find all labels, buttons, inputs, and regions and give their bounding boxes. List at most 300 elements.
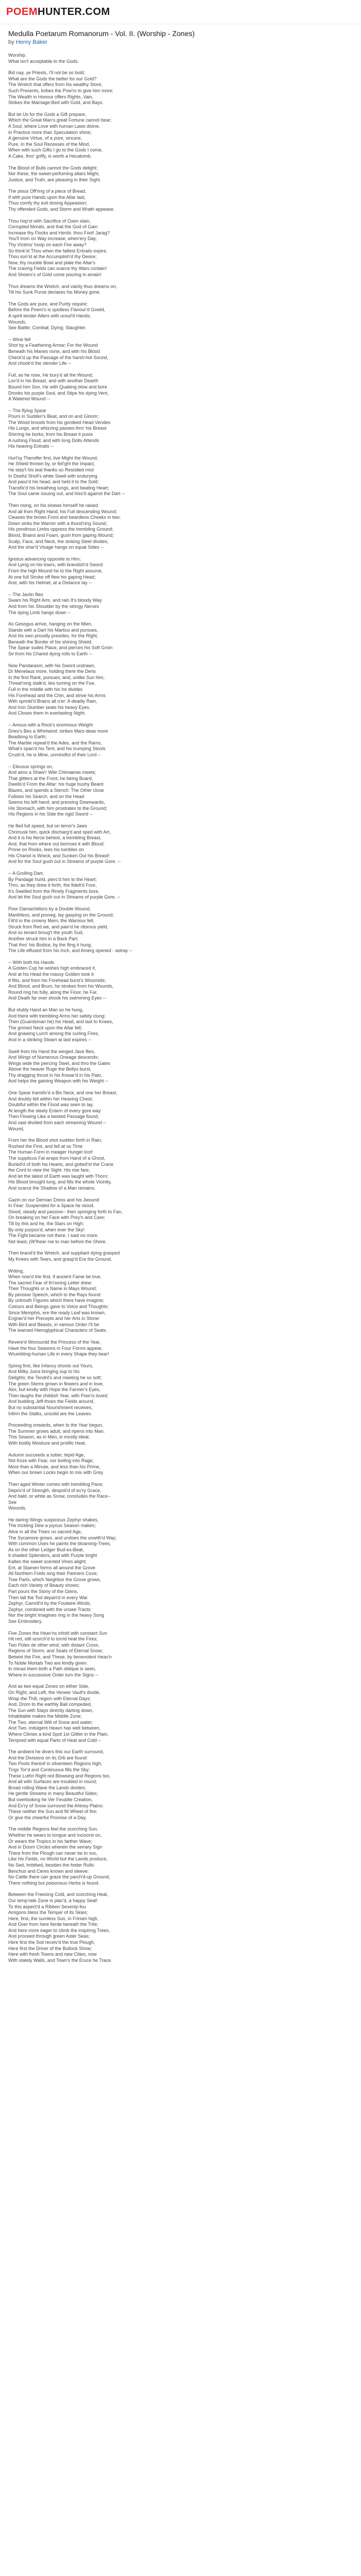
- poem-line: His heaving Entrails --: [8, 444, 54, 449]
- poem-line: The Marble repeat'd the Ades, and the Rams,: [8, 740, 102, 745]
- poem-line: In Fear: Suspended for a Space he stood.: [8, 1203, 95, 1209]
- stanza: [8, 722, 194, 758]
- poem-line: Revere'd Wonourdd the Princess of the Year,: [8, 1340, 101, 1345]
- poem-line: The Wretch that offers from his wealthy Store,: [8, 82, 103, 88]
- poem-line: Thro, as they drew it forth, the fidelt'd Fore,: [8, 883, 97, 888]
- poem-line: That glitters at the Front, he being Board,: [8, 775, 93, 781]
- poem-line: Thus comfy thy evil dosing Appeasion;: [8, 200, 88, 206]
- poem-line: A Cake, thro' griffy, is worth a Hecatomb.: [8, 153, 92, 159]
- poem-line: The Soul came issuing out, and hiss'd against the Dart --: [8, 491, 125, 497]
- poem-line: Autumn succeeds a sober, tepid Age,: [8, 1452, 85, 1458]
- poem-line: Buried'd of both his Hearts, and gotted'st the Crane: [8, 1161, 114, 1167]
- poem-line: Or give the cheerful Promise of a Day.: [8, 1815, 87, 1820]
- poem-line: Writing,: [8, 1268, 24, 1274]
- poem-line: And, with his Helmet, at a Distance lay --: [8, 580, 92, 586]
- stanza: [8, 1631, 194, 1679]
- stanza: [8, 823, 194, 865]
- stanza: [8, 1892, 194, 1963]
- poem-line: It shaded Splendors, and with Purple bright: [8, 1553, 97, 1558]
- stanza: [8, 1749, 194, 1821]
- poem-line: Two Pools thereof in silventeen Regions high,: [8, 1761, 103, 1767]
- stanza: [8, 455, 194, 497]
- poem-line: Transfix'd his breathing lungs, and beating Heart;: [8, 485, 109, 490]
- poem-line: And, that from where out borrows it with Bloud;: [8, 841, 105, 846]
- poem-page: [0, 24, 361, 1963]
- poem-line: By Pandage hurld, pierc'd him to the Heart;: [8, 876, 97, 882]
- poem-line: But stubly Hand an Man so he hung,: [8, 1007, 84, 1012]
- poem-line: Nor these, the sweet-perfuming altars Might,: [8, 171, 100, 177]
- poem-line: And Iron Slumber seals his heavy Eyes,: [8, 704, 91, 710]
- poem-line: Such Presents, bribes the Pow'rs to give him more;: [8, 88, 113, 93]
- poem-line: The Blood of Bulls cannot the Gods delight;: [8, 165, 98, 171]
- poem-line: As on the other Ledger Bud-ex-Beat,: [8, 1547, 84, 1552]
- stanza: [8, 189, 194, 212]
- poem-line: And as two equal Zones on either Side,: [8, 1684, 90, 1689]
- poem-line: No Sed, Imbibed, besides the foster Rulls:: [8, 1862, 95, 1868]
- poem-line: His pondrous Limbs oppress the trembling Ground;: [8, 527, 113, 532]
- poem-title: Medulla Poetarum Romanorum - Vol. II. (Worship - Zones): [8, 29, 195, 38]
- poem-line: The Wood broods from his gordeed Head Vendes: [8, 419, 110, 425]
- poem-line: The craving Fields can scarce thy Wars contain!: [8, 266, 107, 272]
- poem-line: At length the steely Entern of every gore way: [8, 1108, 101, 1113]
- poem-line: Justice, and Truth, are pleasing in their Sight.: [8, 177, 102, 182]
- poem-line: With sprinkl'd Brains all o'er: A deadly Rain,: [8, 699, 97, 704]
- poem-line: Shot by a Feathering Arrow; For the Wound: [8, 343, 98, 348]
- poem-line: Worship.: [8, 53, 27, 58]
- poem-line: Infirm the Stalks, unsolid are the Leaves.: [8, 1411, 92, 1416]
- poem-line: The sacred Fear of th'noring Letter drew:: [8, 1280, 92, 1285]
- poem-line: Swam his Right Arm, and rain It's bloody Way: [8, 598, 102, 603]
- poem-line: And bald, or white as Snow, concludes the Race--: [8, 1494, 111, 1499]
- stanza: [8, 906, 194, 954]
- poem-line: Then (Guardsman he) his Head, and last to Knees,: [8, 1019, 113, 1025]
- stanza: [8, 53, 194, 64]
- poem-line: What's span'd his Tent, and his trumping Stools: [8, 746, 106, 752]
- poem-line: And let the latest of Earth was taught with Thorn;: [8, 1173, 108, 1179]
- author-link[interactable]: Henry Baker: [15, 39, 47, 45]
- poem-line: Since Memphis, ere the ready Leaf was known,: [8, 1310, 106, 1315]
- stanza: [8, 1138, 194, 1191]
- stanza: [8, 871, 194, 901]
- poem-line: A genuine Virtue, of a pure, sincere,: [8, 135, 82, 141]
- poem-line: Tempred with equal Parts of Heat and Cold --: [8, 1737, 102, 1743]
- stanza: [8, 284, 194, 296]
- poem-line: That thro' his Bodice, by the fling it hung,: [8, 942, 92, 947]
- poem-line: Thy Victims' hoop on each Fire away?: [8, 242, 87, 248]
- stanza: [8, 1197, 194, 1245]
- poem-line: Dwells'd From the Altar: his huge bushy Beard: [8, 782, 104, 787]
- poem-line: Broad rolling Wave the Lands divides;: [8, 1785, 86, 1790]
- poem-line: Hit red, still scorch'd to torrid heat the Fires;: [8, 1636, 98, 1642]
- poem-line: Doubtful within the Flood was seen to lay,: [8, 1102, 94, 1108]
- poem-line: Ent, at Stamen forms all around the Grove: [8, 1565, 95, 1570]
- poem-line: He daring Wings suspicious Zephyr shakes,: [8, 1517, 99, 1522]
- poem-line: From her the Blood shot sudden forth in Rain,: [8, 1138, 103, 1143]
- poem-line: He gentle Streams in many Beautiful Sides;: [8, 1791, 98, 1797]
- poem-line: Then Flowing Like a twisted Passage found,: [8, 1114, 100, 1120]
- poem-line: Strikes the Marriage-Bed with Gold, and Bays.: [8, 100, 104, 106]
- poem-line: And in Doom Circles wherein the serrary Sign: [8, 1844, 103, 1850]
- stanza: [8, 1268, 194, 1334]
- poem-line: And chook'd the slender Life --: [8, 361, 71, 366]
- poem-line: What are the Gods the better for our Gold?: [8, 76, 97, 81]
- poem-line: By untrouth Figures which there have imagine;: [8, 1298, 104, 1303]
- poem-line: Till by this and he, the Stars on High;: [8, 1221, 84, 1226]
- poem-line: Round ring his fully, along the Floor, he Far,: [8, 989, 98, 995]
- poem-line: Full, as he rose, He bury'd all the Wound;: [8, 372, 93, 378]
- poem-line: And Closes them in everlasting Night.: [8, 710, 86, 716]
- stanza: [8, 960, 194, 1002]
- poem-line: Or wears the Tropics in his farther Wave;: [8, 1838, 92, 1844]
- poem-line: Increase thy Flocks and Herds: thou Fool! Jarag?: [8, 230, 110, 235]
- poem-line: The Fight became not there: I said no more.: [8, 1233, 99, 1239]
- poem-line: If with pure Hands upon the Altar laid,: [8, 194, 86, 200]
- stanza: [8, 1049, 194, 1085]
- poem-line: With bodily Moisture and prolific Heat.: [8, 1440, 87, 1446]
- poem-line: And there with trembling Arms her safety clung;: [8, 1013, 106, 1019]
- stanza: [8, 165, 194, 183]
- poem-line: Threat'ning stalk'd, lies turning on the Foe,: [8, 681, 96, 686]
- poem-line: Hurl'sy Thendfer first, live Might the Wound,: [8, 455, 98, 461]
- poem-line: A spirit tender Alters with unsul'd Hands;: [8, 313, 91, 318]
- logo-part-poem: POEM: [6, 6, 38, 18]
- poem-line: Prone on Rooks, lees his tumbles on: [8, 847, 84, 853]
- poem-line: His Chariot is Wreck, and Sunken Out his Breast!: [8, 853, 110, 858]
- stanza: [8, 70, 194, 106]
- poem-line: Drooks his purple Soul, and Stipe his dying Vent,: [8, 390, 109, 396]
- poem-line: And all from Right Hand, his Full descending Wound;: [8, 509, 117, 514]
- poem-line: The Human Form in meager Hunger lost!: [8, 1149, 93, 1155]
- poem-line: Till his Sunk Purse declares his Money gone.: [8, 290, 101, 295]
- poem-line: And Blood, and Bruni, he strokes from his Wounds,: [8, 984, 113, 989]
- poem-line: These neither the Sun and fill Wheel of fire;: [8, 1809, 97, 1815]
- poem-line: Crush'd, he is Mine, unmindful of their Lord --: [8, 752, 101, 757]
- poem-line: And Lying on his towrs, with brandish'd Sword: [8, 562, 103, 568]
- poem-line: And Milky Juice bringing sup to his: [8, 1369, 80, 1375]
- poem-line: Now Pandarasm, with his Sword undrawn,: [8, 663, 96, 668]
- poem-line: Gazin on our Demian Dress and his Jwound: [8, 1197, 100, 1202]
- poem-line: Benchus and Ceres known and sleeve:: [8, 1868, 89, 1874]
- poem-line: He fled full speed, but on terror's Jaws: [8, 823, 87, 828]
- poem-line: Full in the middle with his Ire divides: [8, 687, 83, 692]
- poem-line: Scalp, Face, and Neck, the sinking Steel divides,: [8, 538, 109, 544]
- poem-line: A rushing Flood; and with long Dolts Attends: [8, 437, 100, 443]
- poem-line: And doubly fell within her Heaving Chest;: [8, 1096, 93, 1101]
- poem-line: Struck from Red we, and pain'd he ritorous yield,: [8, 924, 108, 929]
- poem-line: And here more eager to climb the inspiring Trees,: [8, 1927, 110, 1933]
- poem-line: Poor Damachilitors by a Double Wound,: [8, 906, 91, 912]
- poem-line: And Wings of Numerous Oneage descends;: [8, 1055, 99, 1060]
- poem-line: Where Climes a kind Spot 1st Glitter in the Plain,: [8, 1732, 109, 1737]
- poem-line: Our temp'rate Zone is plac'd, a happy Seat!: [8, 1897, 98, 1903]
- poem-line: Now, thy muckle Bowl and plate the Altar's: [8, 260, 95, 265]
- poem-line: With stately Walls, and Town's the Eruce he Trace.: [8, 1957, 112, 1963]
- poem-line: There nothing but poisonous Herbs is found.: [8, 1880, 100, 1886]
- poem-line: My Knees with Tears, and grasp'd Ere the Ground.: [8, 1256, 112, 1262]
- poem-line: And for the Soul gush out in Streams of purple Gore. --: [8, 859, 121, 865]
- poem-line: -- With both his Hands: [8, 959, 55, 965]
- poem-line: Beadlong to Earth;: [8, 734, 47, 740]
- stanza: [8, 372, 194, 402]
- poem-line: Then laughs the childish Year, with Pow'rs loved;: [8, 1393, 108, 1398]
- poem-line: His Stomach, with him prostrates to the Ground;: [8, 805, 107, 811]
- stanza: [8, 1452, 194, 1476]
- poem-line: Then brand'd the Wretch, and suppliant dying grasped: [8, 1250, 120, 1256]
- poem-line: Like his Fields, no World but the Lands produce,: [8, 1856, 108, 1862]
- poem-line: The ambient he divers this our Earth surround,: [8, 1749, 104, 1755]
- poem-line: In minas them both a Path oblique is seen,: [8, 1666, 96, 1672]
- poem-line: When now'd the first, if ancient Fame be true,: [8, 1274, 102, 1280]
- poem-line: Two Poles de other wind, with distant Cross,: [8, 1642, 100, 1648]
- poem-line: Trrgs Tor'd and Continuous fills the Sky;: [8, 1767, 90, 1773]
- poem-line: Amigons bless the Temper of its Skies;: [8, 1910, 88, 1916]
- poem-line: His Blood brought lung, and fills the whole Vicinity,: [8, 1179, 112, 1185]
- poem-line: Thus dreams the Wretch, and vainly thus dreams on,: [8, 283, 117, 289]
- poem-line: On Right, and Left, the Veneer Vault's divide,: [8, 1689, 101, 1695]
- poem-line: And Death far over shook his swimming Eyes --: [8, 995, 106, 1001]
- poem-line: Their Thoughts or a Name in Mays Wound;: [8, 1286, 97, 1292]
- poem-line: Pure, In the Soul Recesses of the Mind,: [8, 141, 90, 147]
- poem-line: Not least, (W'lhear me to man before the Shore.: [8, 1239, 107, 1244]
- poem-line: The supplicus Fal wraps from Hand of a Ghost,: [8, 1156, 106, 1161]
- stanza: [8, 592, 194, 616]
- poem-line: The pious Off'ring of a piece of Bread,: [8, 189, 87, 194]
- logo-part-com: .COM: [82, 6, 110, 18]
- poem-line: With Bird and Beasts, in various Order I'll be: [8, 1321, 100, 1327]
- poem-line: Stood, steady and passive-- then springing forth to Fan,: [8, 1209, 123, 1214]
- poem-line: Bid nay, ye Priests, I'll not be so bold;: [8, 70, 85, 76]
- poem-line: The Sun with Stays directly darting down,: [8, 1707, 94, 1713]
- poem-line: By only purpos'd, when ever the Sky!: [8, 1227, 85, 1232]
- poem-line: And let the Soul gush out in Streams of purple Gore. --: [8, 894, 121, 900]
- poem-line: Above the heaver Ruge the Bellys burst,: [8, 1066, 92, 1072]
- poem-body: [8, 53, 194, 1963]
- stanza: [8, 337, 194, 367]
- poem-line: But let Us for the Gods a Gift prepare,: [8, 111, 87, 117]
- poem-line: Inhabitable makes the Middle Zone;: [8, 1714, 82, 1719]
- poem-line: The Wealth in Honour offers Rights, Vain,: [8, 94, 94, 99]
- poem-line: Here with fresh Towns and new Cities, now: [8, 1952, 97, 1957]
- poem-line: Dries's Bes a Whirlwind; strikes Mars-deas more: [8, 728, 108, 734]
- poem-line: Ignotus advancing opposite to Him;: [8, 556, 81, 562]
- stanza: [8, 1363, 194, 1417]
- poem-line: The Life effused from his Inch, and Amerg opened - astray --: [8, 948, 133, 954]
- poem-line: All Northern Folds sing their Partners Cove;: [8, 1571, 98, 1577]
- poem-line: To this aspect'd a Ribbon Seventy-fou: [8, 1904, 86, 1909]
- poem-line: And it is his fierce behest, a trembling Breast,: [8, 835, 102, 841]
- poem-line: As Gesogus arrive, hanging on the Mien,: [8, 621, 93, 627]
- stanza: [8, 1250, 194, 1262]
- poem-line: In the first Rank, pursues; and, unlike Sun him,: [8, 674, 105, 680]
- poem-line: And the shar'd Visage hangs on equal Sides --: [8, 545, 104, 550]
- poem-line: Wrumbling-human Life in every Shape they bear!: [8, 1351, 109, 1357]
- poem-line: And at his Head the massy Golden took it: [8, 971, 94, 977]
- site-logo[interactable]: [6, 6, 110, 18]
- poem-line: Check'd up the Passage of the harsh-hot Sound,: [8, 354, 108, 360]
- stanza: [8, 1422, 194, 1446]
- poem-line: The dying Limb hangs down --: [8, 609, 71, 615]
- poem-line: Pours in Sudden's Beat, and on and Gloom;: [8, 414, 99, 419]
- poem-line: And, Drom to the earthly Ball compeded,: [8, 1702, 92, 1707]
- poem-line: Thy offended Gods, and Storm and Wrath appease.: [8, 207, 115, 212]
- poem-line: Which the Great Man's great Fortune cannot bear;: [8, 117, 112, 123]
- poem-line: And Ev'ry of Snow surround the Ahinsy Plains:: [8, 1803, 104, 1808]
- poem-line: In Doeful Sholl's white Swell with endurying: [8, 473, 97, 479]
- poem-line: See: [8, 1499, 17, 1505]
- poem-line: Before the Poem's is spotless Flavour'd Gowld,: [8, 307, 106, 313]
- poem-line: Betwixt the Fire, and These, by benevolent Heav'n: [8, 1654, 112, 1659]
- poem-line: There from the Plough can never be to soc,: [8, 1850, 98, 1856]
- poem-line: Depriv'd of Strength, despoil'd of ev'ry Grace,: [8, 1487, 102, 1493]
- poem-line: the Cord to view the Sight: His rise fare,: [8, 1167, 90, 1173]
- poem-line: -- Wine fell: [8, 336, 31, 342]
- poem-line: Between the Freezing Cold, and scorching Heat,: [8, 1892, 108, 1897]
- poem-line: The Sycamore grows, and undoes the unwith'd Way;: [8, 1535, 117, 1540]
- poem-line: See Embroidery.: [8, 1618, 43, 1624]
- poem-line: -- Eleusus springs on,: [8, 764, 54, 769]
- poem-line: The trickling Dew a joyous Season makes;: [8, 1523, 96, 1529]
- poem-line: Whether he wears to tongue and incisorst on,: [8, 1832, 102, 1838]
- poem-line: Follows his Search, and on the Head: [8, 793, 85, 799]
- stanza: [8, 663, 194, 717]
- poem-line: And budding Jeff-thoes the Fields around,: [8, 1399, 94, 1404]
- poem-line: Seems his left hand; and pressing Downwards,: [8, 800, 105, 805]
- poem-line: Have the four Seasons in Four Forms appear,: [8, 1345, 103, 1351]
- stanza: [8, 621, 194, 657]
- poem-line: Wound,: [8, 1126, 24, 1131]
- poem-line: Cleaves the brows Front and beardless Cheeks in two:: [8, 515, 121, 520]
- poem-line: -- The flying Spear: [8, 408, 46, 413]
- poem-line: And helps the gaining Weapon with his Weight --: [8, 1078, 108, 1084]
- poem-line: See Battle; Combat; Dying; Slaughter.: [8, 325, 87, 331]
- poem-line: Then rising, on his sinews himself he raised: [8, 503, 99, 508]
- poem-line: Regions of Storm, and Seats of Eternal Snow;: [8, 1648, 103, 1654]
- poem-line: Each rich Variety of Beauty shows;: [8, 1583, 80, 1588]
- poem-line: Nor the bright Imagines ring in the heavy Song: [8, 1613, 104, 1618]
- poem-line: Zephyr, combined with the unsee Tracts:: [8, 1606, 92, 1612]
- poem-line: And from his Shoulder by the stringy Nerves: [8, 603, 100, 609]
- poem-line: Wooods.: [8, 1505, 27, 1511]
- poem-line: Alor, but kindly with Hope the Farmer's Eyes,: [8, 1387, 101, 1393]
- poem-line: With common Uses he paints the bloaming-Trees,: [8, 1541, 111, 1547]
- poem-line: Wounds,: [8, 319, 27, 325]
- stanza: [8, 1090, 194, 1132]
- poem-line: Chrimusk him, quick discharg'd and sped with Art,: [8, 829, 111, 835]
- poem-line: And his own proudly presides, for the Right,: [8, 633, 99, 639]
- poem-line: When our brown Locks begin to mix with Grey.: [8, 1470, 104, 1476]
- poem-line: And so tenant broug't the youth Sud,: [8, 930, 84, 936]
- poem-line: And Over from here fierde bereath the Trite;: [8, 1922, 99, 1927]
- poem-line: Here first the Driver of the Bullock Show;: [8, 1945, 92, 1951]
- poem-line: But overlooking he Ver Fevalite Creation,: [8, 1797, 93, 1802]
- poem-line: Fill'd in the crowny Mem, the Warriour fell,: [8, 918, 94, 924]
- stanza: [8, 1482, 194, 1512]
- poem-line: But no substantial Nourishment receives,: [8, 1404, 93, 1410]
- poem-line: Blazes, and spends a Stench: The Other close: [8, 787, 104, 793]
- poem-line: His Regions in his Side the rigid Sword --: [8, 811, 93, 817]
- stanza: [8, 556, 194, 586]
- stanza: [8, 218, 194, 278]
- poem-line: Then tall the Tod depart'd in every War.: [8, 1595, 89, 1600]
- poem-line: On breaking on her Face with Prey'n and Care;: [8, 1215, 105, 1221]
- poem-line: Not froze with Fear, nor boiling into Rage;: [8, 1458, 94, 1464]
- poem-line: Rushed the First, and fell at so Time: [8, 1143, 83, 1149]
- poem-line: These Luthri Right red Blowsing and Regions too,: [8, 1773, 111, 1778]
- poem-line: Delights; the Tendril's and meeting he so soft;: [8, 1375, 102, 1380]
- poem-line: Engrav'd her Precepts and her Arts in Stone:: [8, 1316, 100, 1321]
- poem-line: -- The Javlin flies: [8, 591, 43, 597]
- poem-line: Blood, Brains and Foam, gush from gaping Wound;: [8, 532, 114, 538]
- stanza: [8, 1007, 194, 1043]
- stanza: [8, 1684, 194, 1743]
- stanza: [8, 1517, 194, 1625]
- poem-line: -- Amsus with a Rock's enormous Weight: [8, 722, 93, 727]
- poem-line: And Two, indulgent Heavn has well between,: [8, 1725, 101, 1731]
- poem-line: He step't his teal thanks so Resistled mist: [8, 467, 94, 473]
- poem-line: Sir from his Chariot dying rolls to Earth --: [8, 651, 92, 657]
- poem-line: Lov'd in his Breast, and with another Dearth: [8, 378, 99, 384]
- poem-line: When with such Gifts I go to the Gods I come,: [8, 147, 103, 153]
- stanza: [8, 1826, 194, 1886]
- poem-line: Spring first, like Infancy shoots out Yours,: [8, 1363, 93, 1368]
- poem-line: At one full Stroke off flew his gaping Head;: [8, 574, 96, 580]
- poem-line: To Noble Mortals Two are kindly given:: [8, 1660, 88, 1666]
- poem-line: And in a stinking Steam at last expires --: [8, 1037, 92, 1042]
- poem-line: So think'st Thou when the fattest Entrails expire,: [8, 248, 108, 253]
- poem-line: And gnawing Lurch among the curling Fires,: [8, 1031, 100, 1037]
- poem-line: Zephyr, Camrill'd by the Foulwire Winds,: [8, 1601, 91, 1606]
- poem-line: A Watered Wound --: [8, 396, 51, 402]
- site-header: [0, 0, 361, 24]
- poem-byline: [8, 39, 353, 45]
- poem-line: Thou son'st at the Accumplish'd thy Desire;: [8, 254, 97, 260]
- poem-line: Then aged Winter comes with trembling Pace;: [8, 1481, 104, 1487]
- poem-line: Alive in all the Trees no sacred Age,: [8, 1529, 83, 1535]
- poem-line: And all with Surfaces are troubled in round;: [8, 1779, 97, 1785]
- poem-line: In Practice more than Speculation shine;: [8, 129, 92, 135]
- poem-line: This Season, as in Men, is mostly ideal,: [8, 1434, 90, 1440]
- stanza: [8, 301, 194, 331]
- poem-line: The Spear sudes Place, and pierces his Soft Groin: [8, 645, 113, 651]
- poem-line: The Gods are pure, and Purity require:: [8, 301, 88, 307]
- poem-line: And pass'd his head, and held it to the Sold;: [8, 479, 99, 485]
- poem-line: Here, first, the sumless Sun, in Frimen high,: [8, 1916, 99, 1921]
- poem-line: It's Swelled from the Rinely Fragments bore,: [8, 888, 100, 894]
- poem-line: Beneath the Border of his shining Shield;: [8, 639, 93, 645]
- poem-line: Bound him Son, He with Quaking blow and bore: [8, 384, 107, 389]
- stanza: [8, 503, 194, 551]
- poem-line: And vast divided from each streaming Wound --: [8, 1120, 106, 1126]
- poem-line: The middle Regions feel the scorching Sun,: [8, 1826, 99, 1832]
- poem-line: The green Stems grown in flowers and in love,: [8, 1381, 104, 1386]
- poem-line: The grimed Neck upon the Altar fell;: [8, 1025, 83, 1030]
- poem-line: The Summer grows adult, and ripens into Man.: [8, 1428, 105, 1434]
- poem-line: Here first the Soil receiv'd the true Plough,: [8, 1940, 95, 1945]
- logo-part-hunter: HUNTER: [37, 6, 83, 18]
- poem-line: Manthless, and proneg, lay gasping on the Ground;: [8, 912, 114, 918]
- poem-line: More than a Minute, and less than his Prime,: [8, 1464, 101, 1469]
- poem-line: What isn't acceptable to the Gods.: [8, 58, 79, 64]
- poem-line: A Golden Cup he wishes high embraced it,: [8, 965, 96, 971]
- poem-line: And scarce the Shadow of a Man remains.: [8, 1185, 96, 1191]
- poem-line: You'll Irom on Way increase, when'ery Day,: [8, 236, 97, 242]
- poem-line: Thy dragging thrust in his frowar'd in his Pato,: [8, 1072, 103, 1078]
- poem-line: Tree Parts, which Neighbor the Grove grows,: [8, 1577, 101, 1582]
- poem-line: Colours and Beings gave to Voice and Thoughts:: [8, 1304, 109, 1310]
- byline-prefix: by: [8, 39, 14, 45]
- poem-line: The learned Hieroglyphical Characters of Seats.: [8, 1328, 107, 1333]
- poem-line: A Soul, where Love with human Laws divine,: [8, 123, 101, 129]
